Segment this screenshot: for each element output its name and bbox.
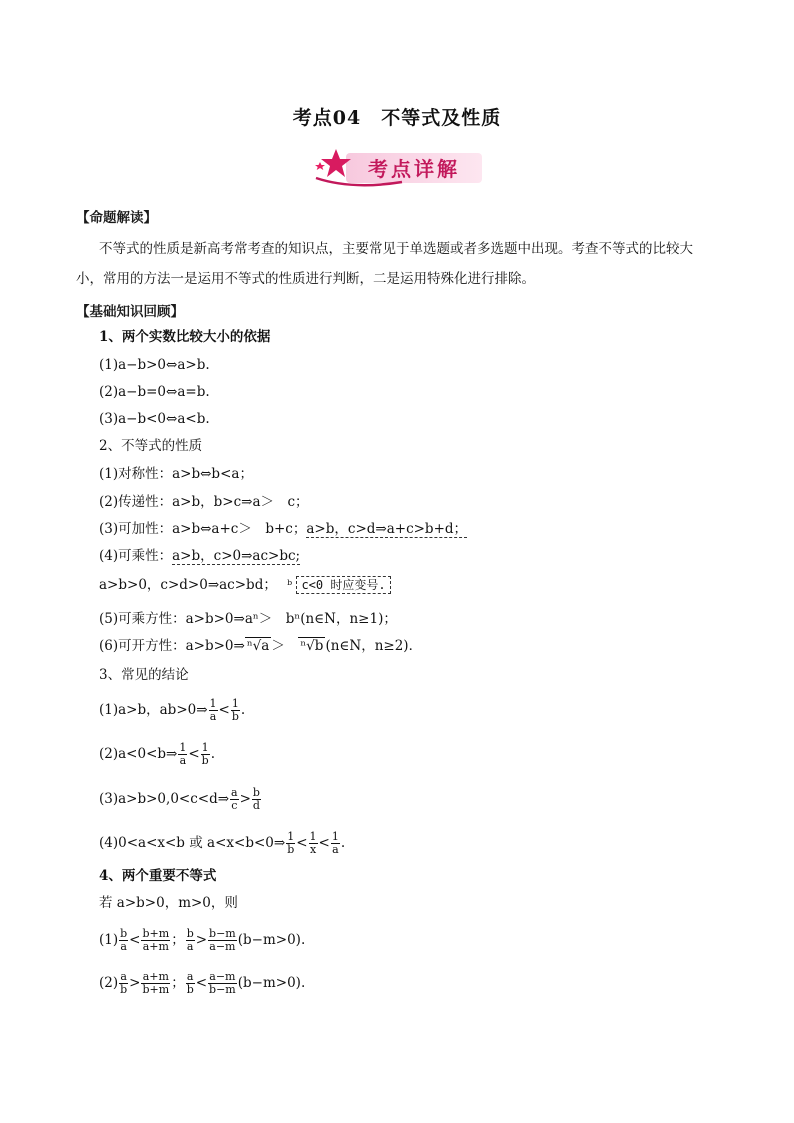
heading-conclusions: 3、常见的结论 [99,667,189,683]
root-b: ⁿ√b [300,638,324,654]
sign-change-note: c<0 时应变号. [296,576,390,594]
multiplicativity-rule-2: a>b>0，c>d>0⇒ac>bd； [99,577,277,593]
section-heading-mingti: 【命题解读】 [76,210,157,226]
fraction: $\frac{1}{a}$ [331,830,339,856]
root-prefix: (6)可开方性：a>b>0⇒ [99,638,245,654]
property-multiplicativity-2 [99,572,391,598]
property-root [99,633,422,659]
conclusion-3: (3)a>b>0,0<c<d⇒ $\frac{a}{c}$ > $\frac{b}{d}$ [99,786,260,812]
conclusion-2: (2)a<0<b⇒ $\frac{1}{a}$ < $\frac{1}{b}$ . [99,741,215,767]
property-multiplicativity [99,543,300,569]
property-additivity [99,516,467,542]
inequality-2: (2) $\frac{a}{b}$ > $\frac{a+m}{b+m}$ ； $\frac{a}{b}$ < $\frac{a-m}{b-m}$ (b−m>0). [99,970,306,996]
fraction: $\frac{b}{a}$ [186,927,194,953]
fraction: $\frac{1}{b}$ [201,741,209,767]
property-symmetry: (1)对称性：a>b⇔b<a； [99,466,253,482]
property-power: (5)可乘方性：a>b>0⇒aⁿ＞ bⁿ(n∈N，n≥1)； [99,611,397,627]
additivity-part1: (3)可加性：a>b⇔a+c＞ b+c； [99,521,307,537]
fraction: $\frac{a-m}{b-m}$ [209,970,236,996]
fraction: $\frac{1}{a}$ [179,741,187,767]
inequality-condition: 若 a>b>0，m>0，则 [99,895,238,911]
fraction: $\frac{a}{c}$ [231,786,238,812]
fraction: $\frac{a+m}{b+m}$ [142,970,170,996]
heading-properties: 2、不等式的性质 [99,438,203,454]
compare-1: (1)a−b>0⇔a>b. [99,357,210,373]
fraction: $\frac{1}{b}$ [231,697,239,723]
fraction: $\frac{b}{d}$ [252,786,260,812]
compare-2: (2)a−b=0⇔a=b. [99,384,210,400]
heading-compare: 1、两个实数比较大小的依据 [99,329,271,345]
root-gt: ＞ [271,638,299,654]
banner-text: 考点详解 [368,157,460,181]
multiplicativity-label: (4)可乘性： [99,548,173,564]
heading-two-inequalities: 4、两个重要不等式 [99,868,217,884]
fraction: $\frac{1}{b}$ [287,830,295,856]
property-transitivity: (2)传递性：a>b，b>c⇒a＞ c； [99,494,309,510]
root-a: ⁿ√a [246,638,270,654]
multiplicativity-rule: a>b，c>0⇒ac>bc; [172,548,301,564]
page-title: 考点04 不等式及性质 [292,107,502,129]
intro-line-2: 小，常用的方法一是运用不等式的性质进行判断，二是运用特殊化进行排除。 [76,271,535,287]
fraction: $\frac{1}{a}$ [209,697,217,723]
fraction: $\frac{b+m}{a+m}$ [142,927,170,953]
small-star-icon [315,162,325,170]
note-mark: ᵇ [287,577,293,592]
compare-3: (3)a−b<0⇔a<b. [99,411,210,427]
conclusion-4: (4)0<a<x<b 或 a<x<b<0⇒ $\frac{1}{b}$ < $\frac{1}{x}$ < $\frac{1}{a}$ . [99,830,346,856]
root-tail: (n∈N，n≥2)． [325,638,423,654]
inequality-1: (1) $\frac{b}{a}$ < $\frac{b+m}{a+m}$ ； $\frac{b}{a}$ > $\frac{b-m}{a-m}$ (b−m>0). [99,927,306,953]
fraction: $\frac{a}{b}$ [186,970,194,996]
fraction: $\frac{b}{a}$ [120,927,128,953]
additivity-part2: a>b，c>d⇒a+c>b+d； [306,521,468,537]
conclusion-1: (1)a>b，ab>0⇒ $\frac{1}{a}$ < $\frac{1}{b}$ . [99,697,246,723]
banner-kaodian-xiangjie [312,146,484,188]
fraction: $\frac{b-m}{a-m}$ [209,927,236,953]
fraction: $\frac{1}{x}$ [309,830,317,856]
fraction: $\frac{a}{b}$ [120,970,128,996]
section-heading-jichu: 【基础知识回顾】 [76,304,184,320]
intro-line-1: 不等式的性质是新高考常考查的知识点，主要常见于单选题或者多选题中出现。考查不等式的比较大 [99,241,693,257]
